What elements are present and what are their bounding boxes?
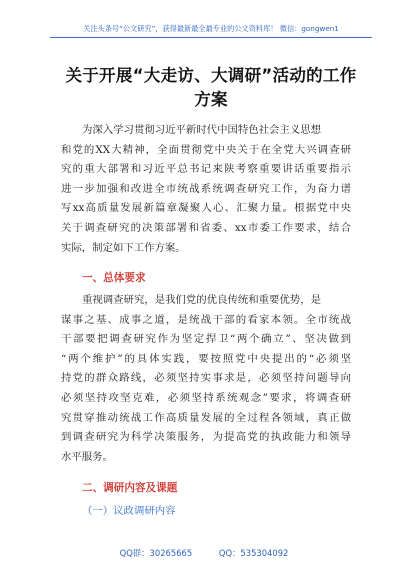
paragraph-line: 到调查研究为科学决策服务，为提高党的执政能力和领导: [61, 431, 351, 444]
section-heading-research-content: 二、调研内容及课题: [82, 482, 178, 494]
intro-line: 为深入学习贯彻习近平新时代中国特色社会主义思想: [82, 124, 321, 136]
intro-line: 进一步加强和改进全市统战系统调查研究工作，为奋力谱: [61, 182, 351, 195]
footer-qq-group: QQ群：30265665: [119, 548, 193, 558]
intro-line: 写xx高质量发展新篇章凝聚人心、汇聚力量。根据党中央: [61, 202, 351, 215]
paragraph-line: 干部要把调查研究作为坚定捍卫“两个确立”、坚决做到: [61, 333, 351, 346]
paragraph-line: 重视调查研究，是我们党的优良传统和重要优势，是: [82, 294, 321, 306]
section-heading-general-requirements: 一、总体要求: [82, 272, 146, 284]
document-title: [50, 64, 372, 112]
intro-line: 究的重大部署和习近平总书记来陕考察重要讲话重要指示: [61, 163, 351, 176]
paragraph-line: “两个维护”的具体实践，要按照党中央提出的“必须坚: [61, 352, 351, 365]
paragraph-line: 究贯穿推动统战工作高质量发展的全过程各领域，真正做: [61, 411, 351, 424]
subsection-heading-deliberation-research: （一）议政调研内容: [82, 505, 176, 517]
header-promo-banner[interactable]: 关注头条号“公文研究”，获得最新最全最专业的公文资料库！ 微信：gongwen1: [50, 20, 372, 38]
intro-line: 实际，制定如下工作方案。: [61, 241, 186, 254]
paragraph-line: 持党的群众路线，必须坚持实事求是，必须坚持问题导向: [61, 372, 351, 385]
paragraph-line: 水平服务。: [61, 450, 113, 463]
title-line-2: 方案: [194, 90, 228, 109]
intro-line: 关于调查研究的决策部署和省委、xx市委工作要求，结合: [61, 221, 351, 234]
paragraph-line: 谋事之基、成事之道，是统战干部的看家本领。全市统战: [61, 313, 351, 326]
general-requirements-paragraph: [61, 291, 351, 467]
intro-line: 和党的XX大精神，全面贯彻党中央关于在全党大兴调查研: [61, 143, 351, 156]
intro-paragraph: [61, 121, 351, 258]
paragraph-line: 必须坚持攻坚克难，必须坚持系统观念”要求，将调查研: [61, 391, 351, 404]
footer-contact: [0, 547, 408, 559]
footer-qq: QQ：535304092: [218, 548, 289, 558]
title-line-1: 关于开展“大走访、大调研”活动的工作: [65, 66, 357, 85]
